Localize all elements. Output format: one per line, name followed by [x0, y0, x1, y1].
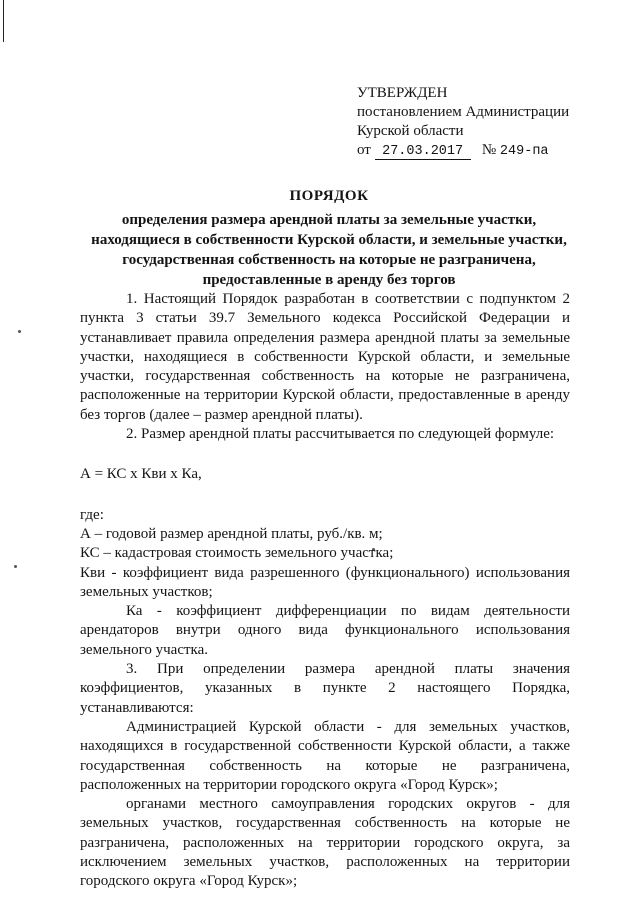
approval-resolution-line: постановлением Администрации	[357, 104, 570, 120]
approval-number-suffix: -па	[524, 144, 549, 159]
formula: А = КС х Кви х Ка,	[80, 466, 202, 483]
approval-stamp-block	[357, 84, 627, 161]
formula-where: где:	[80, 506, 104, 523]
definition-kvi: Кви - коэффициент вида разрешенного (функционального) использования земельных участков;	[80, 564, 570, 600]
approval-date-number-row	[357, 141, 627, 161]
paragraph-2: 2. Размер арендной платы рассчитывается по следующей формуле:	[126, 426, 555, 443]
paragraph-3-local: органами местного самоуправления городских округов - для земельных участков, государственная собственность на которые не разграничена, расположенных на территории городского округа, за исключением земельных участков, расположенных на территории городского округа «Город Курск»;	[80, 796, 570, 890]
paragraph-1: 1. Настоящий Порядок разработан в соответствии с подпунктом 2 пункта 3 статьи 39.7 Земельного кодекса Российской Федерации и устанавливает правила определения размера арендной платы за земельные участки, находящиеся в собственности Курской области, и земельные участки, государственная собственность на которые не разграничена, расположенные на территории Курской области, предоставленные в аренду без торгов (далее – размер арендной платы).	[80, 291, 570, 423]
definition-ka: Ка - коэффициент дифференциации по видам деятельности арендаторов внутри одного вида функционального использования земельного участка.	[80, 603, 570, 658]
scan-speck	[18, 330, 21, 333]
document-title-block	[80, 186, 578, 290]
date-prefix: от	[357, 142, 371, 158]
document-title: ПОРЯДОК	[289, 188, 369, 204]
scan-edge-mark	[3, 0, 4, 42]
approval-heading: УТВЕРЖДЕН	[357, 85, 448, 101]
approval-number	[500, 144, 549, 159]
definition-a: А – годовой размер арендной платы, руб./кв. м;	[80, 525, 383, 542]
scan-speck	[14, 565, 17, 568]
approval-region-line: Курской области	[357, 123, 464, 139]
paragraph-3: 3. При определении размера арендной платы значения коэффициентов, указанных в пункте 2 настоящего Порядка, устанавливаются:	[80, 661, 570, 716]
approval-date: 27.03.2017	[375, 144, 471, 160]
paragraph-3-admin: Администрацией Курской области - для земельных участков, находящихся в государственной собственности Курской области, а также государственная собственность на которые не разграничена, расположенных на территории городского округа «Город Курск»;	[80, 718, 570, 793]
definition-ks: КС – кадастровая стоимость земельного участка;	[80, 545, 394, 562]
document-body	[80, 290, 570, 892]
number-prefix: №	[481, 142, 497, 158]
document-subtitle: определения размера арендной платы за земельные участки, находящиеся в собственности Курской области, и земельные участки, государственная собственность на которые не разграничена, предоставленные в аренду без торгов	[91, 212, 567, 288]
approval-number-value: 249	[499, 144, 525, 159]
